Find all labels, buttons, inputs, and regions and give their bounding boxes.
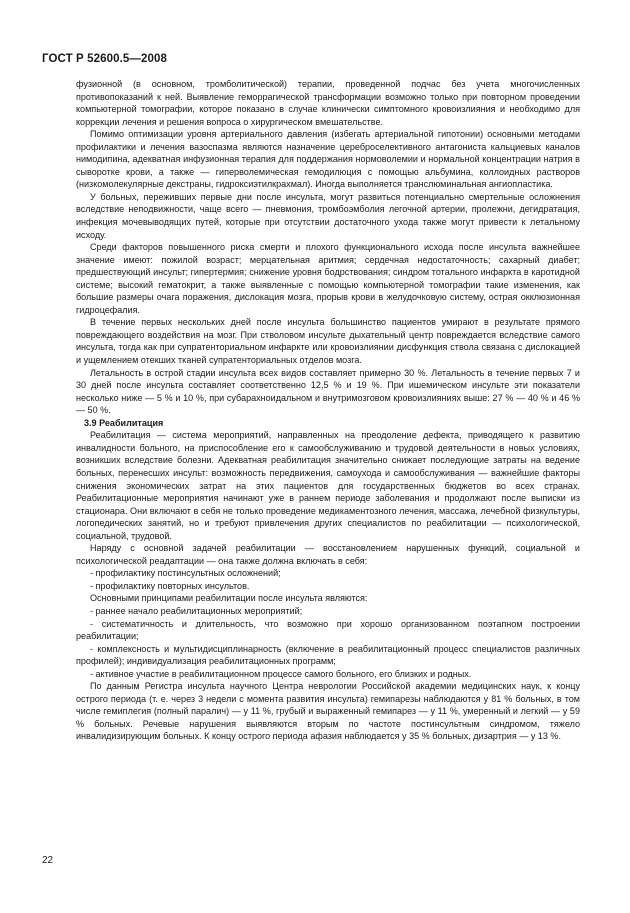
paragraph: Основными принципами реабилитации после инсульта являются: bbox=[90, 593, 368, 604]
paragraph: Наряду с основной задачей реабилитации — восстановлением нарушенных функций, социальной и психологической реадаптации — она также должна включать в себя: bbox=[76, 543, 580, 566]
paragraph: Летальность в острой стадии инсульта всех видов составляет примерно 30 %. Летальность в течение первых 7 и 30 дней после инсульта составляет соответственно 12,5 % и 19 %. При ишемическом инсульте эти показатели несколько ниже — 5 % и 10 %, при субарахноидальном и внутримозговом кровоизлияниях выше: 27 % — 40 % и 46 % — 50 %. bbox=[76, 367, 580, 416]
paragraph: - профилактику постинсультных осложнений; bbox=[90, 568, 281, 579]
paragraph: У больных, переживших первые дни после инсульта, могут развиться потенциально смертельные осложнения вследствие неподвижности, чаще всего — пневмония, тромбоэмболия легочной артерии, пролежни, дегидратация, инфекция мочевыводящих путей, которые при отсутствии достаточного ухода также могут привести к летальному исходу. bbox=[76, 191, 580, 240]
paragraph: - систематичность и длительность, что возможно при хорошо организованном поэтапном построении реабилитации; bbox=[76, 618, 580, 642]
paragraph: - комплексность и мультидисциплинарность (включение в реабилитационный процесс специалистов различных профилей); индивидуализация реабилитационных программ; bbox=[76, 643, 580, 667]
paragraph: Среди факторов повышенного риска смерти и плохого функционального исхода после инсульта важнейшее значение имеют: пожилой возраст; мерцательная аритмия; сердечная недостаточность; сахарный диабет; предшествующий инсульт; гипертермия; снижение уровня бодрствования; синдром тотального инфаркта в каротидной системе; высокий гематокрит, а также выявленные с помощью компьютерной томографии такие изменения, как большие размеры очага поражения, дислокация мозга, прорыв крови в желудочковую систему, острая окклюзионная гидроцефалия. bbox=[76, 242, 580, 315]
paragraph: Реабилитация — система мероприятий, направленных на преодоление дефекта, приводящего к развитию инвалидности больного, на приспособление его к самообслуживанию и трудовой деятельности в новых условиях, возникших вследствие болезни. Адекватная реабилитация значительно снижает последующие затраты на ведение больных, перенесших инсульт: возможность передвижения, самоухода и самообслуживания — важнейшие факторы снижения экономических затрат на этих пациентов для государственных бюджетов во всех странах. Реабилитационные мероприятия начинают уже в раннем периоде заболевания и продолжают после выписки из стационара. Они включают в себя не только проведение медикаментозного лечения, массажа, лечебной физкультуры, логопедических занятий, но и требуют привлечения других специалистов по реабилитации — психологической, социальной, трудовой. bbox=[76, 430, 580, 541]
page-number: 22 bbox=[42, 855, 54, 866]
paragraph: В течение первых нескольких дней после инсульта большинство пациентов умирают в результате прямого повреждающего воздействия на мозг. При стволовом инсульте дыхательный центр повреждается вследствие самого инсульта, тогда как при супратенториальном инфаркте или кровоизлиянии дисфункция ствола связана с дислокацией и ущемлением отекших тканей супратенториальных отделов мозга. bbox=[76, 317, 580, 366]
document-body bbox=[76, 78, 580, 743]
document-header: ГОСТ Р 52600.5—2008 bbox=[42, 53, 167, 65]
paragraph: Помимо оптимизации уровня артериального давления (избегать артериальной гипотонии) основными методами профилактики и лечения вазоспазма являются назначение цереброселективного антагониста кальциевых каналов нимодипина, адекватная инфузионная терапия для поддержания нормоволемии и нормальной концентрации натрия в сыворотке крови, а также — гиперволемическая гемодилюция с помощью альбумина, коллоидных растворов (низкомолекулярные декстраны, гидроксиэтилкрахмал). Иногда выполняется транслюминальная ангиопластика. bbox=[76, 129, 580, 190]
paragraph: - профилактику повторных инсультов. bbox=[90, 580, 250, 591]
paragraph: - активное участие в реабилитационном процессе самого больного, его близких и родных. bbox=[90, 668, 472, 679]
paragraph: - раннее начало реабилитационных мероприятий; bbox=[90, 605, 303, 616]
paragraph: фузионной (в основном, тромболитической) терапии, проведенной подчас без учета многочисленных противопоказаний к ней. Выявление геморрагической трансформации возможно только при повторном проведении компьютерной томографии, которое показано в случае клинически симптомного кровоизлияния и необходимо для коррекции лечения и решения вопроса о хирургическом вмешательстве. bbox=[76, 79, 580, 127]
section-heading: 3.9 Реабилитация bbox=[84, 417, 164, 428]
paragraph: По данным Регистра инсульта научного Центра неврологии Российской академии медицинских наук, к концу острого периода (т. е. через 3 недели с момента развития инсульта) гемипарезы наблюдаются у 81 % больных, в том числе гемиплегия (полный паралич) — у 11 %, грубый и выраженный гемипарез — у 11 %, умеренный и легкий — у 59 % больных. Речевые нарушения выявляются вторым по частоте постинсультным синдромом, тяжело инвалидизирующим больных. К концу острого периода афазия наблюдается у 35 % больных, дизартрия — у 13 %. bbox=[76, 681, 580, 742]
